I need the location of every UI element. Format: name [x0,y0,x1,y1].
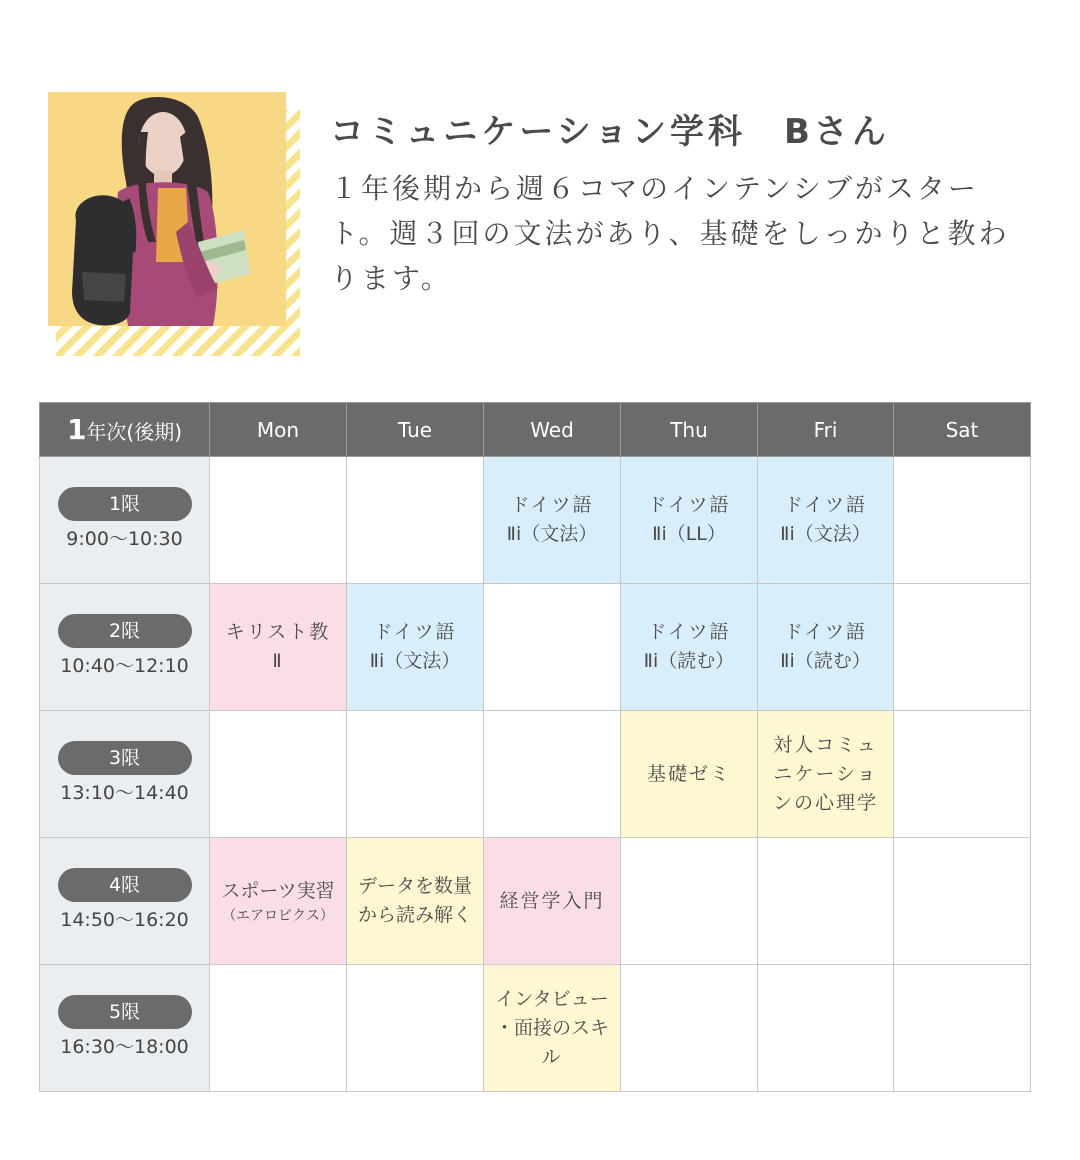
day-header-tue: Tue [347,403,484,457]
class-detail: Ⅱi（読む） [643,650,735,672]
empty-cell [621,838,758,965]
period-row-2 [40,584,1031,711]
period-row-1 [40,457,1031,584]
class-name: 対人コミュ [773,733,878,756]
period-time: 16:30〜18:00 [60,1035,189,1058]
class-name: ドイツ語 [783,494,868,516]
class-name: ドイツ語 [783,621,868,643]
class-cell [758,457,894,584]
period-time: 10:40〜12:10 [60,654,189,677]
period-cell [40,457,210,584]
class-cell [621,584,758,711]
class-cell [484,965,621,1092]
empty-cell [894,457,1031,584]
class-name: ル [541,1045,563,1068]
period-row-4 [40,838,1031,965]
class-detail: Ⅱi（読む） [780,650,871,672]
day-header-thu: Thu [621,403,758,457]
profile-description: １年後期から週６コマのインテンシブがスタート。週３回の文法があり、基礎をしっかりと教わります。 [330,172,1010,295]
period-badge: 2限 [58,614,192,648]
profile-title: コミュニケーション学科 Bさん [330,112,890,152]
period-badge: 4限 [58,868,192,902]
empty-cell [894,711,1031,838]
class-cell [484,457,621,584]
period-cell [40,584,210,711]
empty-cell [210,965,347,1092]
period-time: 13:10〜14:40 [60,781,189,804]
day-header-mon: Mon [210,403,347,457]
class-detail: （エアロビクス） [222,907,334,924]
period-cell [40,965,210,1092]
empty-cell [347,965,484,1092]
class-name: 基礎ゼミ [646,762,731,785]
class-cell [347,584,484,711]
period-row-3 [40,711,1031,838]
year-term-header [40,403,210,457]
empty-cell [894,584,1031,711]
class-name: インタビュー [495,987,609,1010]
day-header-sat: Sat [894,403,1031,457]
class-cell [621,457,758,584]
class-cell [210,838,347,965]
class-name: ニケーショ [773,762,878,785]
class-name: ドイツ語 [647,494,731,516]
day-header-fri: Fri [758,403,894,457]
period-badge: 1限 [58,487,192,521]
empty-cell [758,838,894,965]
class-cell [621,711,758,838]
class-detail: Ⅱi（文法） [369,650,461,672]
class-name: から読み解く [357,904,472,926]
empty-cell [347,711,484,838]
class-detail: Ⅱ [272,650,284,672]
class-name: 経営学入門 [499,889,605,912]
period-badge: 5限 [58,995,192,1029]
empty-cell [621,965,758,1092]
timetable [39,402,1031,1092]
class-cell [210,584,347,711]
class-name: キリスト教 [225,621,331,643]
class-name: ドイツ語 [647,621,731,643]
empty-cell [894,965,1031,1092]
year-term-label: 年次(後期) [86,420,183,444]
empty-cell [484,711,621,838]
class-name: ・面接のスキ [494,1016,609,1039]
day-header-wed: Wed [484,403,621,457]
period-cell [40,711,210,838]
period-badge: 3限 [58,741,192,775]
period-cell [40,838,210,965]
class-name: ンの心理学 [772,791,878,814]
empty-cell [347,457,484,584]
decorative-stripes [286,110,300,356]
class-cell [484,838,621,965]
empty-cell [894,838,1031,965]
timetable-header-row [40,403,1031,457]
period-time: 14:50〜16:20 [60,908,189,931]
empty-cell [758,965,894,1092]
class-name: ドイツ語 [510,494,594,516]
class-name: データを数量 [357,875,472,897]
class-detail: Ⅱi（文法） [506,523,598,545]
class-name: ドイツ語 [373,621,457,643]
student-illustration [48,92,286,326]
class-cell [758,584,894,711]
class-detail: Ⅱi（文法） [780,523,871,545]
empty-cell [210,457,347,584]
class-cell [758,711,894,838]
empty-cell [210,711,347,838]
empty-cell [484,584,621,711]
period-time: 9:00〜10:30 [66,527,183,550]
class-detail: Ⅱi（LL） [652,523,726,545]
class-cell [347,838,484,965]
year-number: 1 [66,413,87,446]
period-row-5 [40,965,1031,1092]
class-name: スポーツ実習 [221,879,335,902]
student-avatar-frame [48,92,300,356]
